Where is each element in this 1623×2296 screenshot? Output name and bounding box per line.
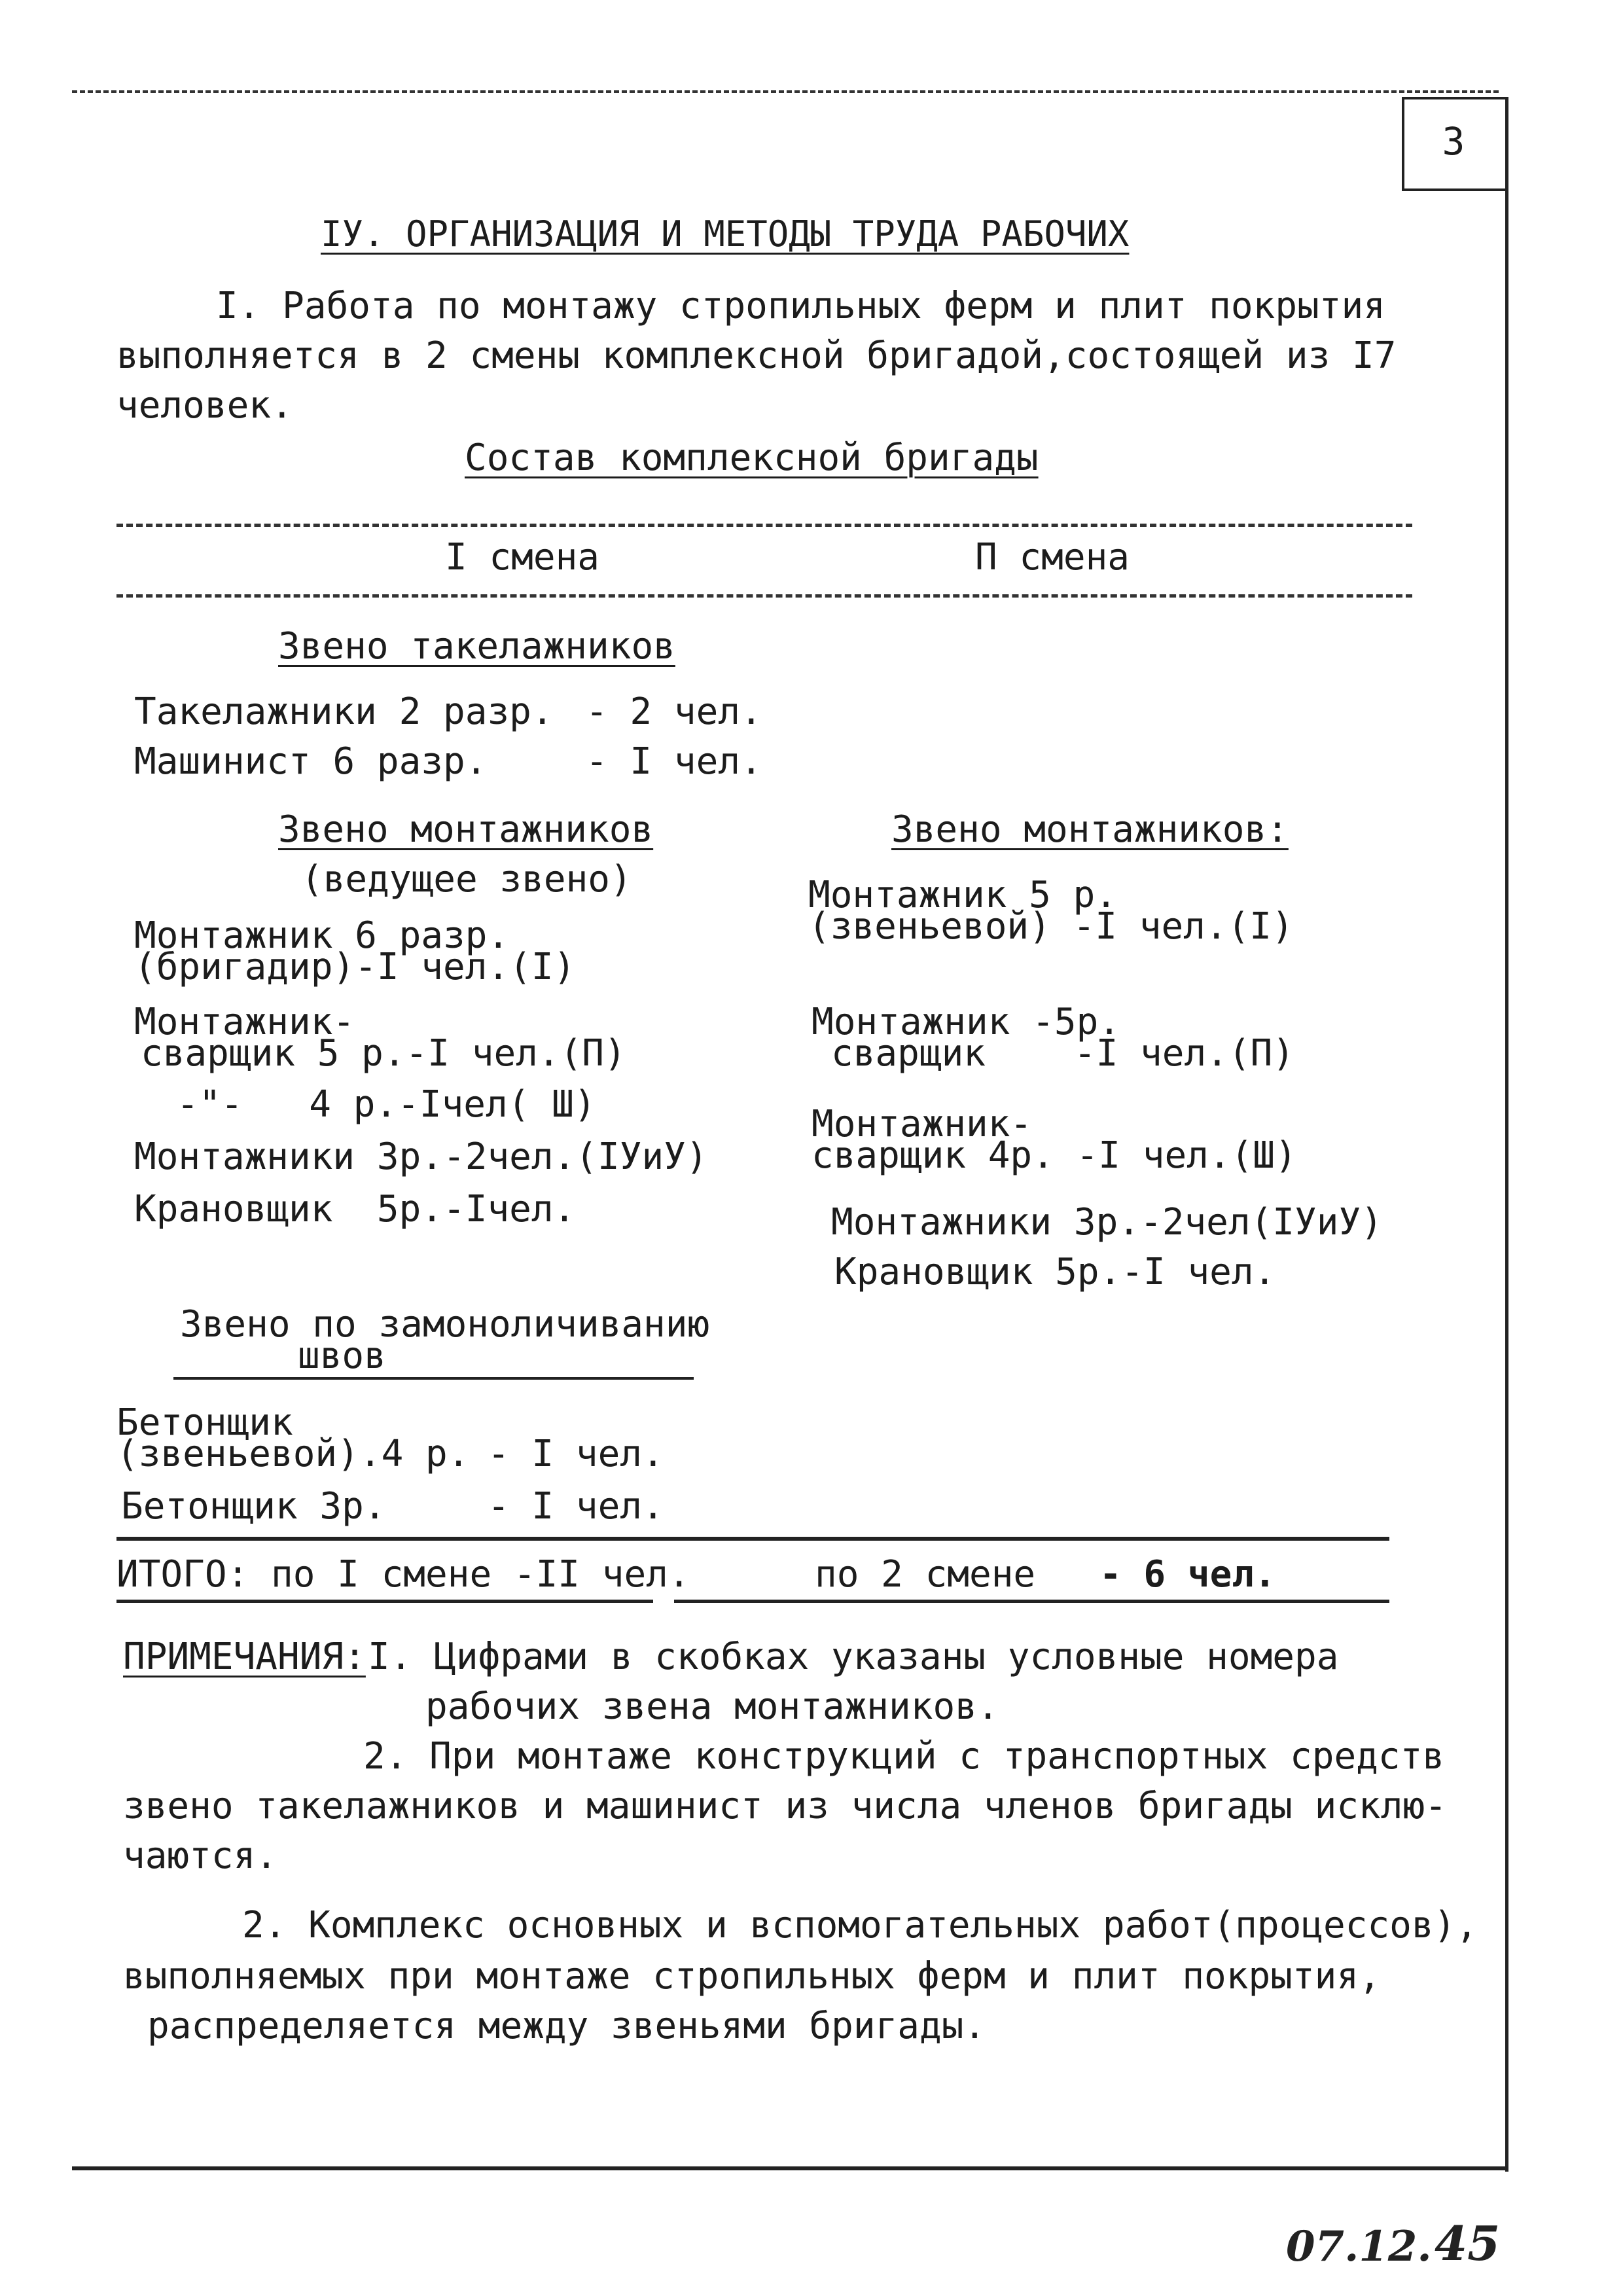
concrete-row-name: (звеньевой).4 р. xyxy=(116,1433,470,1475)
para2-line3: распределяется между звеньями бригады. xyxy=(147,2005,986,2047)
installers-shift2-line: Монтажник- xyxy=(812,1103,1033,1145)
riggers-row2-name: Машинист 6 разр. xyxy=(134,740,488,783)
installers-shift1-line: Крановщик 5р.-Iчел. xyxy=(134,1188,576,1230)
para2-line2: выполняемых при монтаже стропильных ферм и плит покрытия, xyxy=(123,1955,1381,1998)
concrete-row-count: - I чел. xyxy=(488,1433,664,1475)
note1-line2: рабочих звена монтажников. xyxy=(425,1685,999,1728)
installers-shift2-line: Крановщик 5р.-I чел. xyxy=(834,1251,1276,1293)
installers-shift1-line: (бригадир)-I чел.(I) xyxy=(134,946,576,988)
page-number: 3 xyxy=(1442,119,1465,164)
footer-sheet-number: 45 xyxy=(1435,2215,1501,2271)
note2-line2: звено такелажников и машинист из числа членов бригады исклю- xyxy=(123,1785,1447,1827)
installers-shift1-line: Монтажник- xyxy=(134,1001,355,1043)
concrete-title-underline xyxy=(173,1377,694,1380)
concrete-row-name: Бетонщик 3р. xyxy=(121,1485,386,1528)
bottom-frame-line xyxy=(72,2166,1508,2170)
riggers-row1-name: Такелажники 2 разр. xyxy=(134,691,554,733)
totals-bottom-line-left xyxy=(116,1600,653,1603)
section-title: IУ. ОРГАНИЗАЦИЯ И МЕТОДЫ ТРУДА РАБОЧИХ xyxy=(321,213,1130,255)
concrete-title-line2: швов xyxy=(298,1335,386,1377)
installers-shift1-line: -"- 4 р.-Iчел( Ш) xyxy=(177,1083,596,1126)
installers-shift1-subtitle: (ведущее звено) xyxy=(301,858,632,901)
table-top-dashed-line xyxy=(116,524,1412,527)
installers-shift2-line: Монтажники 3р.-2чел(IУиУ) xyxy=(831,1201,1383,1244)
para1-line2: выполняется в 2 смены комплексной бригадой,состоящей из I7 xyxy=(116,334,1397,377)
concrete-title-line1: Звено по замоноличиванию xyxy=(180,1303,710,1346)
installers-shift1-line: Монтажники 3р.-2чел.(IУиУ) xyxy=(134,1136,708,1178)
totals-bottom-line-right xyxy=(674,1600,1389,1603)
top-border xyxy=(72,90,1499,93)
total-shift2-value: - 6 чел. xyxy=(1099,1553,1276,1596)
para1-line3: человек. xyxy=(116,384,293,427)
footer-code: 07.12. xyxy=(1286,2222,1432,2271)
note1-line1: I. Цифрами в скобках указаны условные номера xyxy=(368,1636,1339,1678)
shift2-header: П смена xyxy=(975,536,1130,579)
installers-shift2-line: Монтажник -5р. xyxy=(812,1001,1121,1043)
para1-line1: I. Работа по монтажу стропильных ферм и плит покрытия xyxy=(216,285,1385,327)
installers-shift2-title: Звено монтажников: xyxy=(891,808,1289,851)
concrete-row-name: Бетонщик xyxy=(116,1401,293,1444)
installers-shift1-line: сварщик 5 р.-I чел.(П) xyxy=(141,1032,626,1075)
total-shift1: ИТОГО: по I смене -II чел. xyxy=(116,1553,690,1596)
note2-line3: чаются. xyxy=(123,1835,278,1877)
total-shift2-label: по 2 смене xyxy=(815,1553,1036,1596)
table-title: Состав комплексной бригады xyxy=(465,437,1039,479)
note2-line1: 2. При монтаже конструкций с транспортных средств xyxy=(363,1735,1445,1778)
installers-shift1-title: Звено монтажников xyxy=(278,808,654,851)
riggers-row2-count: - I чел. xyxy=(586,740,762,783)
concrete-row-count: - I чел. xyxy=(488,1485,664,1528)
riggers-row1-count: - 2 чел. xyxy=(586,691,762,733)
shift1-header: I смена xyxy=(445,536,600,579)
table-header-dashed-line xyxy=(116,594,1412,598)
totals-top-line xyxy=(116,1537,1389,1541)
para2-line1: 2. Комплекс основных и вспомогательных работ(процессов), xyxy=(242,1904,1478,1946)
installers-shift2-line: сварщик 4р. -I чел.(Ш) xyxy=(812,1134,1297,1177)
right-frame-line xyxy=(1505,97,1508,2172)
installers-shift2-line: (звеньевой) -I чел.(I) xyxy=(808,905,1294,948)
installers-shift1-line: Монтажник 6 разр. xyxy=(134,914,510,957)
notes-label: ПРИМЕЧАНИЯ: xyxy=(123,1636,366,1678)
riggers-title: Звено такелажников xyxy=(278,625,675,668)
installers-shift2-line: сварщик -I чел.(П) xyxy=(831,1032,1295,1075)
installers-shift2-line: Монтажник 5 р. xyxy=(808,874,1118,916)
